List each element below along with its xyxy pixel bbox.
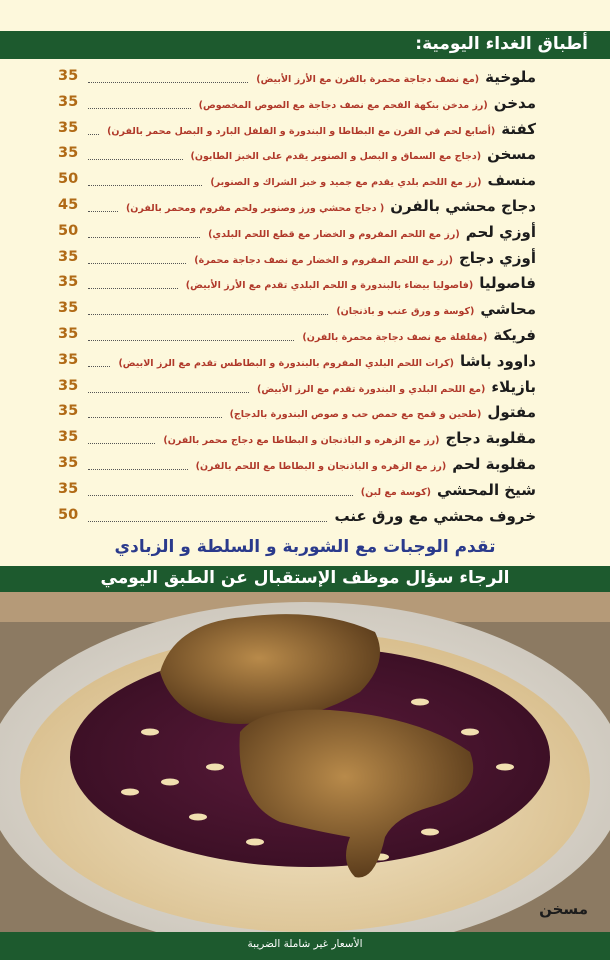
menu-item-price: 35 [58, 454, 79, 471]
dotted-leader [88, 521, 327, 522]
menu-item-name-group [107, 120, 536, 138]
menu-item [0, 376, 610, 402]
menu-item-name: مفتول [487, 403, 536, 422]
dish-photo [0, 592, 610, 932]
menu-item-name-group [196, 455, 536, 473]
menu-item-name: أوزي دجاج [458, 248, 536, 267]
menu-item-name: شيخ المحشي [437, 480, 536, 499]
menu-list [0, 66, 610, 530]
menu-item [0, 143, 610, 169]
menu-item [0, 324, 610, 350]
page-title: أطباق الغداء اليومية: [415, 34, 588, 54]
dotted-leader [88, 134, 99, 135]
dotted-leader [88, 417, 222, 418]
dotted-leader [88, 211, 118, 212]
menu-item-name-group [118, 352, 536, 370]
dotted-leader [88, 340, 294, 341]
menu-item [0, 92, 610, 118]
dotted-leader [88, 108, 191, 109]
menu-item [0, 195, 610, 221]
dotted-leader [88, 288, 178, 289]
menu-item-description: (مع نصف دجاجة محمرة بالفرن مع الأرز الأبيض) [256, 74, 480, 85]
menu-item-price: 35 [58, 325, 79, 342]
menu-item-description: (رز مدخن بنكهة الفحم مع نصف دجاجة مع الصوص المخصوص) [198, 99, 488, 111]
ask-bar [0, 566, 610, 592]
menu-item-name: مدخن [493, 93, 536, 112]
menu-item-description: (رز مع الزهره و الباذنجان و البطاطا مع اللحم بالفرن) [195, 460, 447, 472]
menu-item [0, 298, 610, 324]
menu-item-name: كفتة [501, 119, 536, 138]
menu-item-name-group [126, 197, 536, 215]
menu-item [0, 427, 610, 453]
dotted-leader [88, 469, 188, 470]
menu-item-name-group [186, 274, 536, 292]
menu-item [0, 247, 610, 273]
menu-item-name: منسف [487, 171, 536, 190]
top-strip [0, 0, 610, 30]
menu-item-price: 35 [58, 351, 79, 368]
tax-note: الأسعار غير شاملة الضريبة [247, 938, 363, 950]
menu-item-name: داوود باشا [459, 351, 536, 370]
menu-item-name: خروف محشي مع ورق عنب [334, 506, 536, 525]
menu-item-price: 35 [58, 68, 79, 84]
dotted-leader [88, 443, 155, 444]
menu-item-description: ( دجاج محشي ورز وصنوبر ولحم مفروم ومحمر بالفرن) [125, 202, 385, 214]
dotted-leader [88, 495, 353, 496]
menu-item-name-group [230, 403, 536, 421]
menu-item-name: ملوخية [485, 68, 536, 86]
menu-item [0, 479, 610, 505]
menu-item-name-group [163, 429, 536, 447]
menu-item-name: دجاج محشي بالفرن [390, 196, 536, 215]
menu-item-description: (رز مع اللحم المفروم و الخضار مع نصف دجاجة محمرة) [194, 254, 453, 266]
menu-item-price: 35 [58, 93, 79, 110]
menu-item-name-group [199, 94, 536, 112]
menu-item-name-group [210, 171, 536, 189]
menu-item-name-group [191, 145, 536, 163]
menu-item-price: 35 [58, 403, 79, 420]
ask-note: الرجاء سؤال موظف الإستقبال عن الطبق اليومي [100, 568, 510, 588]
menu-item-description: (كوسة و ورق عنب و باذنجان) [336, 306, 475, 318]
menu-item-price: 35 [58, 480, 79, 497]
menu-item-name: مسخن [487, 145, 536, 164]
menu-item-description: (كوسة مع لبن) [360, 486, 431, 498]
photo-caption: مسخن [539, 900, 588, 918]
menu-item-price: 35 [58, 274, 79, 291]
menu-item-description: (مفلفلة مع نصف دجاجة محمرة بالفرن) [302, 331, 488, 343]
menu-item-name-group [302, 326, 536, 344]
dotted-leader [88, 314, 328, 315]
dotted-leader [88, 366, 110, 367]
menu-item [0, 401, 610, 427]
menu-item-name: بازيلاء [491, 377, 536, 396]
menu-item-description: (رز مع اللحم المفروم و الخضار مع قطع اللحم البلدي) [208, 228, 460, 240]
menu-item [0, 453, 610, 479]
menu-item-price: 35 [58, 145, 79, 162]
menu-item-name-group [335, 507, 536, 525]
served-note: تقدم الوجبات مع الشوربة و السلطة و الزبادي [114, 537, 496, 557]
menu-item-name-group [257, 378, 536, 396]
menu-item-name-group [361, 481, 536, 499]
menu-item-name: فاصوليا [479, 274, 536, 293]
menu-item-name: مقلوبة لحم [452, 454, 536, 473]
menu-item-price: 35 [58, 429, 79, 446]
dotted-leader [88, 392, 249, 393]
menu-item-name-group [208, 223, 536, 241]
menu-item-price: 50 [58, 506, 79, 523]
dotted-leader [88, 263, 186, 264]
menu-item-price: 35 [58, 300, 79, 317]
dotted-leader [88, 185, 202, 186]
menu-item-price: 35 [58, 248, 79, 265]
menu-item-name: أوزي لحم [465, 222, 536, 241]
dish-illustration [0, 592, 610, 932]
menu-item-description: (كرات اللحم البلدي المفروم بالبندورة و البطاطس تقدم مع الرز الابيض) [118, 357, 454, 369]
menu-item-description: (مع اللحم البلدي و البندورة تقدم مع الرز الأبيض) [257, 383, 486, 395]
menu-item-name: فريكة [493, 325, 536, 344]
dotted-leader [88, 159, 183, 160]
menu-item [0, 118, 610, 144]
menu-item-name-group [256, 68, 536, 86]
menu-item [0, 350, 610, 376]
header-bar [0, 31, 610, 59]
menu-item [0, 272, 610, 298]
menu-item-name: محاشي [480, 300, 536, 319]
menu-item [0, 169, 610, 195]
menu-item [0, 505, 610, 531]
menu-item [0, 221, 610, 247]
menu-item-description: (رز مع اللحم بلدي يقدم مع جميد و خبز الشراك و الصنوبر) [210, 177, 482, 189]
menu-item-price: 50 [58, 222, 79, 239]
menu-item-name-group [336, 300, 536, 318]
menu-item-description: (رز مع الزهره و الباذنجان و البطاطا مع دجاج محمر بالفرن) [163, 435, 440, 447]
menu-item-description: (دجاج مع السماق و البصل و الصنوبر يقدم على الخبز الطابون) [190, 151, 482, 163]
dotted-leader [88, 237, 200, 238]
menu-item-name: مقلوبة دجاج [445, 429, 536, 448]
menu-item-price: 35 [58, 377, 79, 394]
menu-item-description: (فاصوليا بيضاء بالبندورة و اللحم البلدي تقدم مع الأرز الأبيض) [185, 280, 474, 292]
menu-item-price: 50 [58, 171, 79, 188]
menu-item-price: 35 [58, 119, 79, 136]
dotted-leader [88, 82, 248, 83]
menu-item-description: (طحين و قمح مع حمص حب و صوص البندورة بالدجاج) [229, 409, 482, 421]
menu-item-price: 45 [58, 196, 79, 213]
menu-item-name-group [194, 249, 536, 267]
footer-bar [0, 932, 610, 960]
menu-item [0, 66, 610, 92]
menu-item-description: (أصابع لحم في الفرن مع البطاطا و البندورة و الفلفل البارد و البصل محمر بالفرن) [107, 125, 496, 137]
